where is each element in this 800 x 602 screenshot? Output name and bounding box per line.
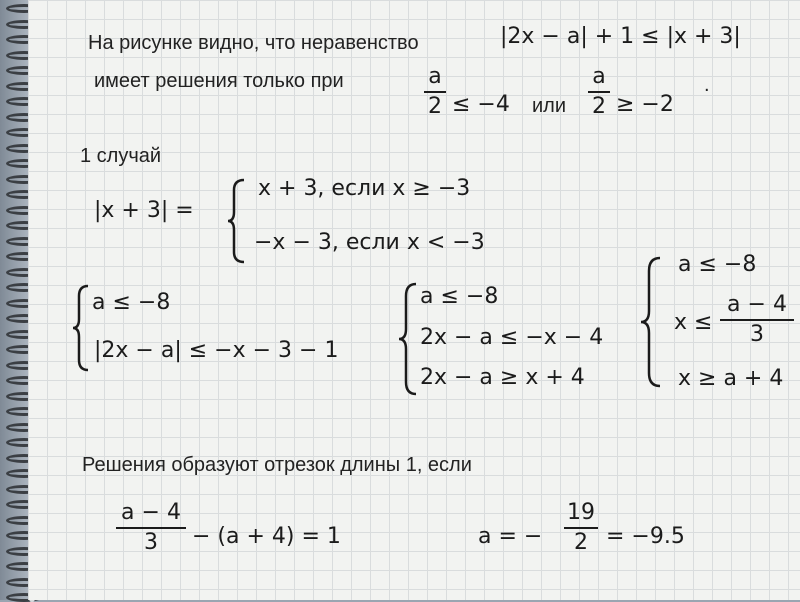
conclusion-equation-fraction: a − 4 3 (116, 500, 186, 556)
cond1-fraction: a 2 (424, 64, 446, 120)
system3-row1: a ≤ −8 (678, 252, 757, 277)
notebook-page (28, 0, 800, 600)
system1-row1: a ≤ −8 (92, 290, 171, 315)
intro-inequality: |2x − a| + 1 ≤ |x + 3| (500, 24, 741, 49)
left-brace-system1 (72, 282, 90, 374)
system3-row2-fraction: a − 4 3 (720, 292, 794, 348)
intro-text-line2: имеет решения только при (94, 70, 344, 92)
left-brace-system3 (640, 254, 662, 390)
system3-row2-lhs: x ≤ (674, 310, 713, 335)
left-brace-system2 (398, 280, 418, 398)
intro-period: . (704, 74, 710, 96)
cond2-relation: ≥ −2 (616, 92, 674, 117)
or-word: или (532, 95, 567, 117)
conclusion-text: Решения образуют отрезок длины 1, если (82, 454, 472, 476)
result-lhs: a = − (478, 524, 543, 549)
intro-text-line1: На рисунке видно, что неравенство (88, 32, 419, 54)
system2-row3: 2x − a ≥ x + 4 (420, 365, 585, 390)
system1-row2: |2x − a| ≤ −x − 3 − 1 (94, 338, 339, 363)
abs-piece-positive: x + 3, если x ≥ −3 (258, 176, 471, 201)
cond2-fraction: a 2 (588, 64, 610, 120)
abs-piece-negative: −x − 3, если x < −3 (254, 230, 485, 255)
result-fraction: 19 2 (564, 500, 598, 556)
abs-definition-lhs: |x + 3| = (94, 198, 194, 223)
left-brace-definition (226, 176, 246, 266)
system2-row2: 2x − a ≤ −x − 4 (420, 325, 604, 350)
case1-heading: 1 случай (80, 145, 162, 167)
conclusion-equation-rest: − (a + 4) = 1 (192, 524, 341, 549)
system2-row1: a ≤ −8 (420, 284, 499, 309)
cond1-relation: ≤ −4 (452, 92, 510, 117)
result-rest: = −9.5 (606, 524, 685, 549)
system3-row3: x ≥ a + 4 (678, 366, 784, 391)
